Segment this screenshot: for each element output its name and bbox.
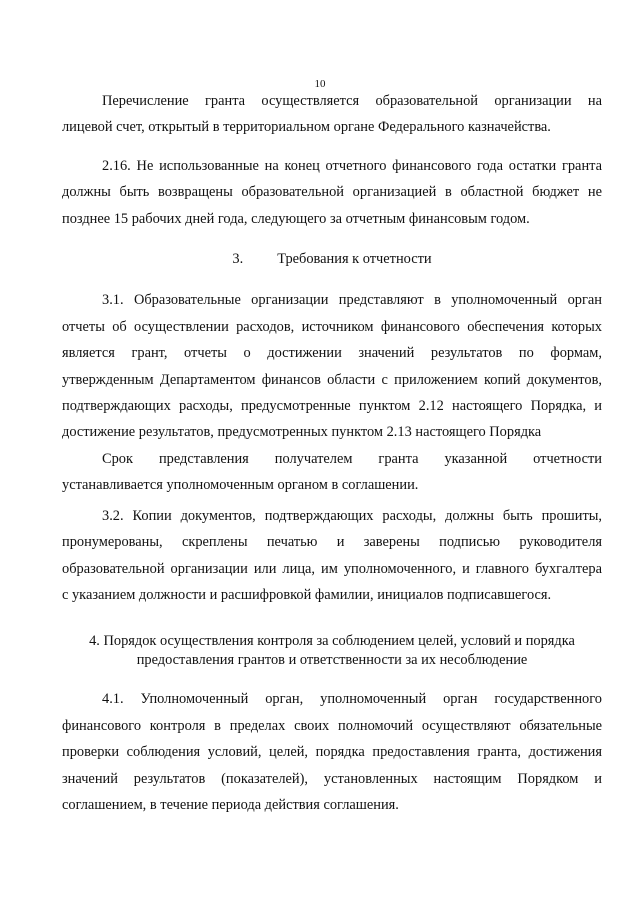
section-title-line: 4. Порядок осуществления контроля за соблюдением целей, условий и порядка [89, 633, 575, 650]
document-body [62, 88, 602, 818]
paragraph-line: лицевой счет, открытый в территориальном органе Федерального казначейства. [62, 119, 551, 136]
page-number: 10 [314, 78, 326, 90]
paragraph-line: образовательной организации или лица, им уполномоченного, и главного бухгалтера [62, 560, 602, 577]
section-heading-4 [62, 632, 602, 670]
paragraph-line: устанавливается уполномоченным органом в соглашении. [62, 477, 419, 494]
paragraph-line: 3.2. Копии документов, подтверждающих расходы, должны быть прошиты, [102, 507, 602, 524]
paragraph-line: отчеты об осуществлении расходов, источником финансового обеспечения которых [62, 318, 602, 335]
paragraph-line: финансового контроля в пределах своих полномочий осуществляют обязательные [62, 717, 602, 734]
paragraph-line: позднее 15 рабочих дней года, следующего за отчетным финансовым годом. [62, 210, 530, 227]
section-heading-3 [62, 246, 602, 272]
paragraph-line: Срок представления получателем гранта указанной отчетности [102, 450, 602, 467]
paragraph-line: 2.16. Не использованные на конец отчетного финансового года остатки гранта [102, 157, 602, 174]
section-number: 3. [232, 251, 244, 268]
paragraph-line: утвержденным Департаментом финансов области с приложением копий документов, [62, 371, 602, 388]
paragraph-line: 4.1. Уполномоченный орган, уполномоченный орган государственного [102, 691, 602, 708]
paragraph-line: Перечисление гранта осуществляется образовательной организации на [102, 93, 602, 109]
paragraph-line: достижение результатов, предусмотренных пунктом 2.13 настоящего Порядка [62, 424, 542, 441]
paragraph-line: значений результатов (показателей), установленных настоящим Порядком и [62, 770, 602, 787]
paragraph-line: является грант, отчеты о достижении значений результатов по формам, [62, 345, 602, 362]
paragraph-line: проверки соблюдения условий, целей, порядка предоставления гранта, достижения [62, 744, 602, 761]
paragraph-line: с указанием должности и расшифровкой фамилии, инициалов подписавшегося. [62, 586, 552, 603]
paragraph-line: должны быть возвращены образовательной организацией в областной бюджет не [62, 184, 602, 201]
section-title-line: предоставления грантов и ответственности за их несоблюдение [136, 652, 528, 669]
paragraph-line: пронумерованы, скреплены печатью и заверены подписью руководителя [62, 534, 602, 551]
section-title: Требования к отчетности [277, 251, 432, 268]
paragraph-line: подтверждающих расходы, предусмотренные пунктом 2.12 настоящего Порядка, и [62, 398, 602, 415]
paragraph-line: 3.1. Образовательные организации представляют в уполномоченный орган [102, 292, 602, 309]
paragraph-line: соглашением, в течение периода действия соглашения. [62, 796, 399, 813]
